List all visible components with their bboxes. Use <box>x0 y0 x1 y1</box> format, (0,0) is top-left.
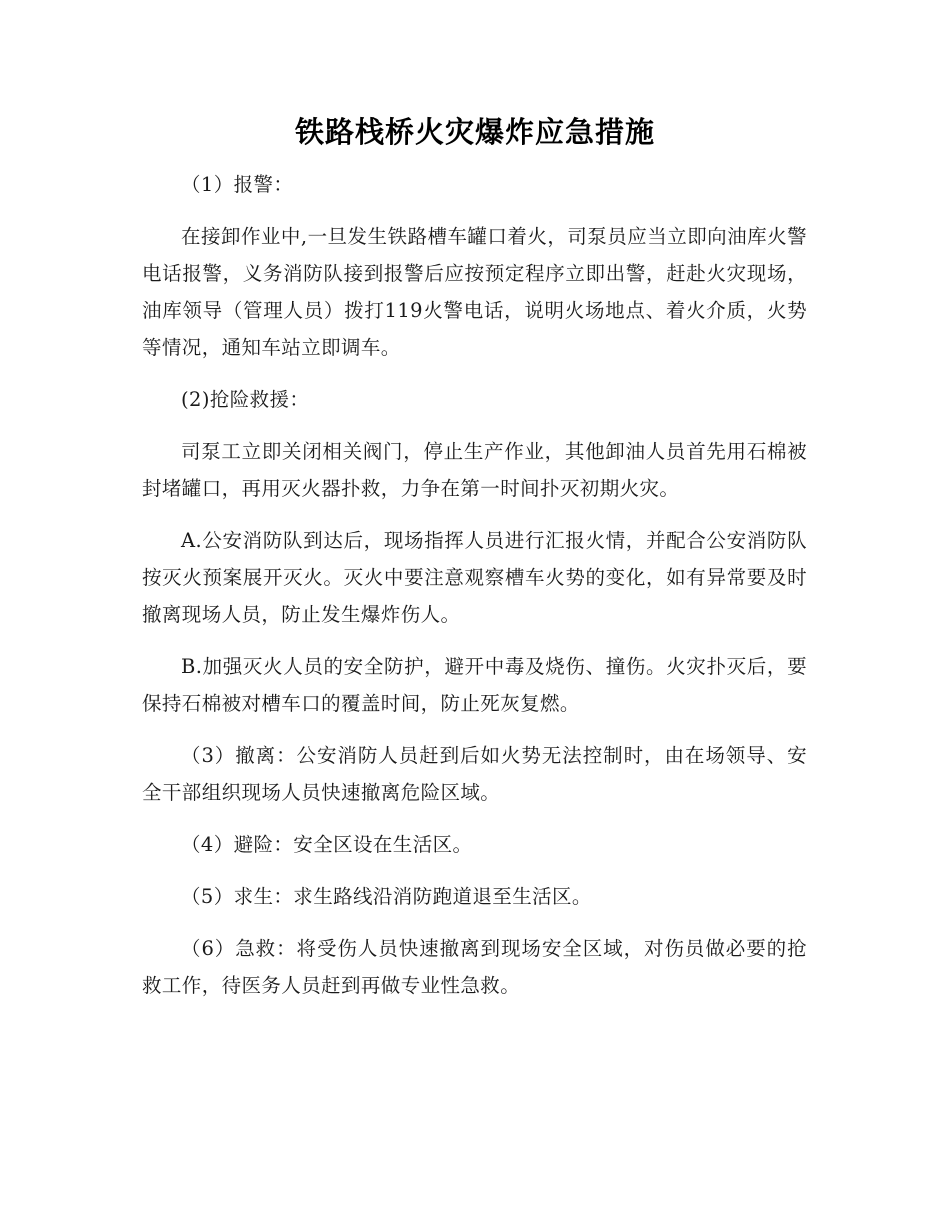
document-body <box>142 166 807 1019</box>
paragraph-first-aid: （6）急救：将受伤人员快速撤离到现场安全区域，对伤员做必要的抢救工作，待医务人员赶到再做专业性急救。 <box>142 937 807 997</box>
paragraph-item-b: B.加强灭火人员的安全防护，避开中毒及烧伤、撞伤。火灾扑灭后，要保持石棉被对槽车口的覆盖时间，防止死灰复燃。 <box>142 655 807 715</box>
paragraph-evacuation: （3）撤离：公安消防人员赶到后如火势无法控制时，由在场领导、安全干部组织现场人员快速撤离危险区域。 <box>142 744 807 804</box>
paragraph-rescue-heading: (2)抢险救援： <box>181 388 310 411</box>
paragraph-alarm-text: 在接卸作业中,一旦发生铁路槽车罐口着火，司泵员应当立即向油库火警电话报警，义务消防队接到报警后应按预定程序立即出警，赶赴火灾现场，油库领导（管理人员）拨打119火警电话，说明火场地点、着火介质，火势等情况，通知车站立即调车。 <box>142 225 807 359</box>
paragraph-alarm-heading: （1）报警： <box>181 173 294 196</box>
paragraph-shelter: （4）避险：安全区设在生活区。 <box>181 833 473 856</box>
paragraph-rescue-text: 司泵工立即关闭相关阀门，停止生产作业，其他卸油人员首先用石棉被封堵罐口，再用灭火器扑救，力争在第一时间扑灭初期火灾。 <box>142 440 807 500</box>
paragraph-item-a: A.公安消防队到达后，现场指挥人员进行汇报火情，并配合公安消防队按灭火预案展开灭火。灭火中要注意观察槽车火势的变化，如有异常要及时撤离现场人员，防止发生爆炸伤人。 <box>142 529 807 626</box>
paragraph-escape: （5）求生：求生路线沿消防跑道退至生活区。 <box>181 885 592 908</box>
document-title: 铁路栈桥火灾爆炸应急措施 <box>294 115 655 149</box>
